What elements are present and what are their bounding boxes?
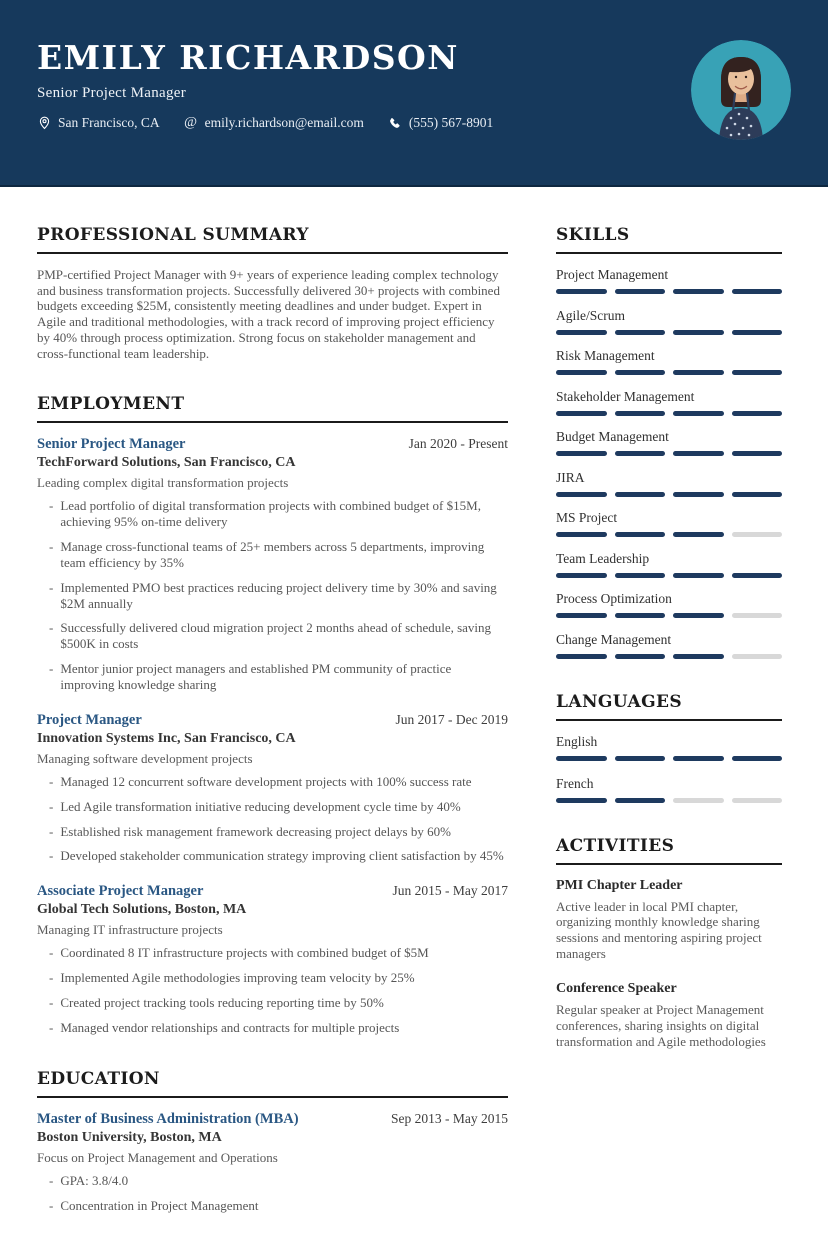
level-segment-filled <box>615 330 666 335</box>
job-company: TechForward Solutions, San Francisco, CA <box>37 455 296 471</box>
bullet-text: Implemented Agile methodologies improving team velocity by 25% <box>60 970 415 986</box>
bullet-text: Mentor junior project managers and established PM community of practice improving knowledge sharing <box>60 661 452 693</box>
bullet-item <box>49 1173 508 1189</box>
job-title: Project Manager <box>37 711 142 728</box>
level-segment-filled <box>556 451 607 456</box>
job-header-row <box>37 436 508 453</box>
level-segment-empty <box>732 654 783 659</box>
bullet-text: Created project tracking tools reducing reporting time by 50% <box>60 995 384 1011</box>
resume-header <box>0 0 828 187</box>
job-title: Associate Project Manager <box>37 883 204 900</box>
bullet-dash: - <box>49 848 54 864</box>
job-bullet-list <box>37 1173 508 1214</box>
skill-level-bar <box>556 451 782 456</box>
bullet-text: GPA: 3.8/4.0 <box>60 1172 129 1188</box>
skill-row <box>556 267 782 294</box>
level-segment-filled <box>615 613 666 618</box>
skill-row <box>556 470 782 497</box>
skill-level-bar <box>556 654 782 659</box>
level-segment-empty <box>732 798 783 803</box>
job-company: Innovation Systems Inc, San Francisco, CA <box>37 730 296 746</box>
bullet-item <box>49 995 508 1011</box>
skill-label: English <box>556 733 598 749</box>
level-segment-filled <box>615 289 666 294</box>
job-bullet-list <box>37 498 508 693</box>
level-segment-filled <box>556 411 607 416</box>
skill-row <box>556 510 782 537</box>
section-skills <box>556 225 782 659</box>
activity-title: Conference Speaker <box>556 980 677 996</box>
skill-label: Project Management <box>556 267 669 282</box>
education-list <box>37 1111 508 1214</box>
bullet-item <box>49 799 508 815</box>
level-segment-filled <box>673 411 724 416</box>
skills-list <box>556 267 782 659</box>
job-description: Leading complex digital transformation projects <box>37 475 289 491</box>
skill-row <box>556 632 782 659</box>
person-job-title: Senior Project Manager <box>37 85 187 102</box>
bullet-dash: - <box>49 498 54 514</box>
level-segment-filled <box>732 573 783 578</box>
skill-row <box>556 429 782 456</box>
bullet-item <box>49 539 508 571</box>
bullet-dash: - <box>49 579 54 595</box>
bullet-text: Managed 12 concurrent software development projects with 100% success rate <box>60 773 472 789</box>
skill-row <box>556 734 782 761</box>
job-description: Managing software development projects <box>37 750 253 766</box>
activities-heading: ACTIVITIES <box>556 836 782 865</box>
level-segment-filled <box>732 289 783 294</box>
skill-label: French <box>556 775 594 791</box>
bullet-dash: - <box>49 620 54 636</box>
skill-row <box>556 308 782 335</box>
skill-label: Risk Management <box>556 348 655 363</box>
contact-email-text: emily.richardson@email.com <box>204 115 364 131</box>
activity-entry <box>556 981 782 1050</box>
level-segment-filled <box>556 289 607 294</box>
bullet-item <box>49 620 508 652</box>
activity-description: Regular speaker at Project Management conferences, sharing insights on digital transformation and Agile methodologies <box>556 1001 766 1049</box>
employment-heading: EMPLOYMENT <box>37 394 508 423</box>
skill-level-bar <box>556 289 782 294</box>
section-languages <box>556 692 782 803</box>
level-segment-filled <box>732 451 783 456</box>
skill-label: Budget Management <box>556 429 669 444</box>
bullet-text: Coordinated 8 IT infrastructure projects with combined budget of $5M <box>60 945 429 961</box>
job-header-row <box>37 1111 508 1128</box>
bullet-item <box>49 1198 508 1214</box>
level-segment-empty <box>732 532 783 537</box>
activity-title: PMI Chapter Leader <box>556 877 683 893</box>
level-segment-empty <box>732 613 783 618</box>
level-segment-filled <box>615 492 666 497</box>
activities-list <box>556 878 782 1050</box>
bullet-item <box>49 774 508 790</box>
job-title: Master of Business Administration (MBA) <box>37 1110 299 1127</box>
level-segment-filled <box>556 370 607 375</box>
summary-text: PMP-certified Project Manager with 9+ years of experience leading complex technology and business transformation projects. Successfully delivered 30+ projects with combined budgets exceeding $25M, consistently meeting deadlines and under budget. Expert in Agile and traditional methodologies, with a track record of improving project efficiency by 40% through process optimization. Strong focus on stakeholder management and cross-functional team leadership. <box>37 267 500 361</box>
level-segment-filled <box>615 451 666 456</box>
job-bullet-list <box>37 774 508 864</box>
skill-level-bar <box>556 756 782 761</box>
skill-level-bar <box>556 798 782 803</box>
person-name: EMILY RICHARDSON <box>37 38 459 77</box>
skill-label: Team Leadership <box>556 550 650 566</box>
bullet-dash: - <box>49 1172 54 1188</box>
bullet-dash: - <box>49 945 54 961</box>
level-segment-filled <box>673 330 724 335</box>
job-bullet-list <box>37 945 508 1035</box>
skill-row <box>556 591 782 618</box>
bullet-text: Manage cross-functional teams of 25+ members across 5 departments, improving team efficiency by 35% <box>60 539 485 570</box>
skill-level-bar <box>556 492 782 497</box>
employment-entry <box>37 436 508 693</box>
bullet-dash: - <box>49 798 54 814</box>
level-segment-filled <box>732 492 783 497</box>
employment-entry <box>37 712 508 864</box>
level-segment-filled <box>673 451 724 456</box>
bullet-dash: - <box>49 970 54 986</box>
skill-level-bar <box>556 532 782 537</box>
section-professional-summary <box>37 225 508 361</box>
bullet-dash: - <box>49 1019 54 1035</box>
level-segment-filled <box>556 532 607 537</box>
profile-photo <box>691 40 791 140</box>
level-segment-filled <box>673 289 724 294</box>
level-segment-filled <box>556 492 607 497</box>
activity-entry <box>556 878 782 962</box>
level-segment-filled <box>556 613 607 618</box>
bullet-dash: - <box>49 539 54 555</box>
job-company: Global Tech Solutions, Boston, MA <box>37 902 247 918</box>
bullet-text: Led Agile transformation initiative reducing development cycle time by 40% <box>60 798 461 814</box>
level-segment-filled <box>556 756 607 761</box>
level-segment-filled <box>673 654 724 659</box>
job-dates: Jun 2015 - May 2017 <box>392 883 508 899</box>
skill-row <box>556 776 782 803</box>
sidebar-column <box>556 225 782 1247</box>
bullet-dash: - <box>49 995 54 1011</box>
level-segment-filled <box>615 573 666 578</box>
level-segment-filled <box>556 330 607 335</box>
skill-level-bar <box>556 613 782 618</box>
location-pin-icon <box>37 116 51 130</box>
level-segment-filled <box>615 411 666 416</box>
skill-label: Agile/Scrum <box>556 307 625 323</box>
contact-row <box>37 115 493 131</box>
level-segment-filled <box>556 573 607 578</box>
section-education <box>37 1069 508 1214</box>
job-dates: Sep 2013 - May 2015 <box>391 1110 508 1126</box>
bullet-item <box>49 580 508 612</box>
bullet-item <box>49 661 508 693</box>
bullet-dash: - <box>49 661 54 677</box>
bullet-text: Managed vendor relationships and contracts for multiple projects <box>60 1019 400 1035</box>
skill-level-bar <box>556 573 782 578</box>
bullet-text: Developed stakeholder communication strategy improving client satisfaction by 45% <box>60 848 504 864</box>
level-segment-filled <box>732 756 783 761</box>
languages-list <box>556 734 782 803</box>
job-dates: Jun 2017 - Dec 2019 <box>395 711 508 727</box>
level-segment-filled <box>732 411 783 416</box>
level-segment-filled <box>673 370 724 375</box>
resume-body <box>0 187 828 1247</box>
contact-location-text: San Francisco, CA <box>58 115 160 131</box>
bullet-item <box>49 498 508 530</box>
job-header-row <box>37 883 508 900</box>
skill-label: Process Optimization <box>556 591 672 606</box>
skill-level-bar <box>556 411 782 416</box>
job-description: Focus on Project Management and Operations <box>37 1149 278 1165</box>
contact-location <box>37 115 160 131</box>
level-segment-filled <box>732 330 783 335</box>
level-segment-filled <box>556 798 607 803</box>
level-segment-filled <box>673 613 724 618</box>
contact-phone <box>388 115 493 131</box>
level-segment-filled <box>615 370 666 375</box>
level-segment-filled <box>615 654 666 659</box>
skill-label: Change Management <box>556 631 672 647</box>
skill-row <box>556 348 782 375</box>
languages-heading: LANGUAGES <box>556 692 782 721</box>
skill-level-bar <box>556 370 782 375</box>
bullet-text: Implemented PMO best practices reducing project delivery time by 30% and saving $2M annually <box>60 579 497 611</box>
employment-entry <box>37 883 508 1035</box>
level-segment-empty <box>673 798 724 803</box>
level-segment-filled <box>615 532 666 537</box>
contact-phone-text: (555) 567-8901 <box>408 115 494 131</box>
bullet-dash: - <box>49 773 54 789</box>
level-segment-filled <box>615 756 666 761</box>
section-activities <box>556 836 782 1050</box>
bullet-item <box>49 945 508 961</box>
activity-description: Active leader in local PMI chapter, organizing monthly knowledge sharing sessions and mentoring aspiring project managers <box>556 898 762 962</box>
skill-label: JIRA <box>556 469 585 485</box>
bullet-item <box>49 824 508 840</box>
skill-level-bar <box>556 330 782 335</box>
skill-label: MS Project <box>556 510 618 525</box>
skill-row <box>556 389 782 416</box>
level-segment-filled <box>673 756 724 761</box>
header-identity <box>37 40 493 131</box>
level-segment-filled <box>732 370 783 375</box>
employment-list <box>37 436 508 1035</box>
level-segment-filled <box>673 532 724 537</box>
education-heading: EDUCATION <box>37 1069 508 1098</box>
at-sign-icon: @ <box>184 115 198 131</box>
level-segment-filled <box>673 573 724 578</box>
phone-icon <box>388 116 402 130</box>
job-title: Senior Project Manager <box>37 436 186 453</box>
skill-row <box>556 551 782 578</box>
bullet-item <box>49 848 508 864</box>
section-employment <box>37 394 508 1035</box>
summary-heading: PROFESSIONAL SUMMARY <box>37 225 508 254</box>
job-company: Boston University, Boston, MA <box>37 1129 222 1145</box>
bullet-text: Established risk management framework decreasing project delays by 60% <box>60 823 451 839</box>
job-dates: Jan 2020 - Present <box>408 436 508 452</box>
job-description: Managing IT infrastructure projects <box>37 922 223 938</box>
bullet-text: Concentration in Project Management <box>60 1197 259 1213</box>
bullet-item <box>49 970 508 986</box>
skill-label: Stakeholder Management <box>556 388 695 404</box>
level-segment-filled <box>673 492 724 497</box>
bullet-dash: - <box>49 823 54 839</box>
bullet-item <box>49 1020 508 1036</box>
contact-email <box>184 115 364 131</box>
bullet-text: Lead portfolio of digital transformation projects with combined budget of $15M, achieving 95% on-time delivery <box>60 498 481 530</box>
employment-entry <box>37 1111 508 1214</box>
level-segment-filled <box>556 654 607 659</box>
bullet-text: Successfully delivered cloud migration project 2 months ahead of schedule, saving $500K in costs <box>60 620 492 652</box>
main-column <box>37 225 508 1247</box>
level-segment-filled <box>615 798 666 803</box>
job-header-row <box>37 712 508 729</box>
skills-heading: SKILLS <box>556 225 782 254</box>
bullet-dash: - <box>49 1197 54 1213</box>
